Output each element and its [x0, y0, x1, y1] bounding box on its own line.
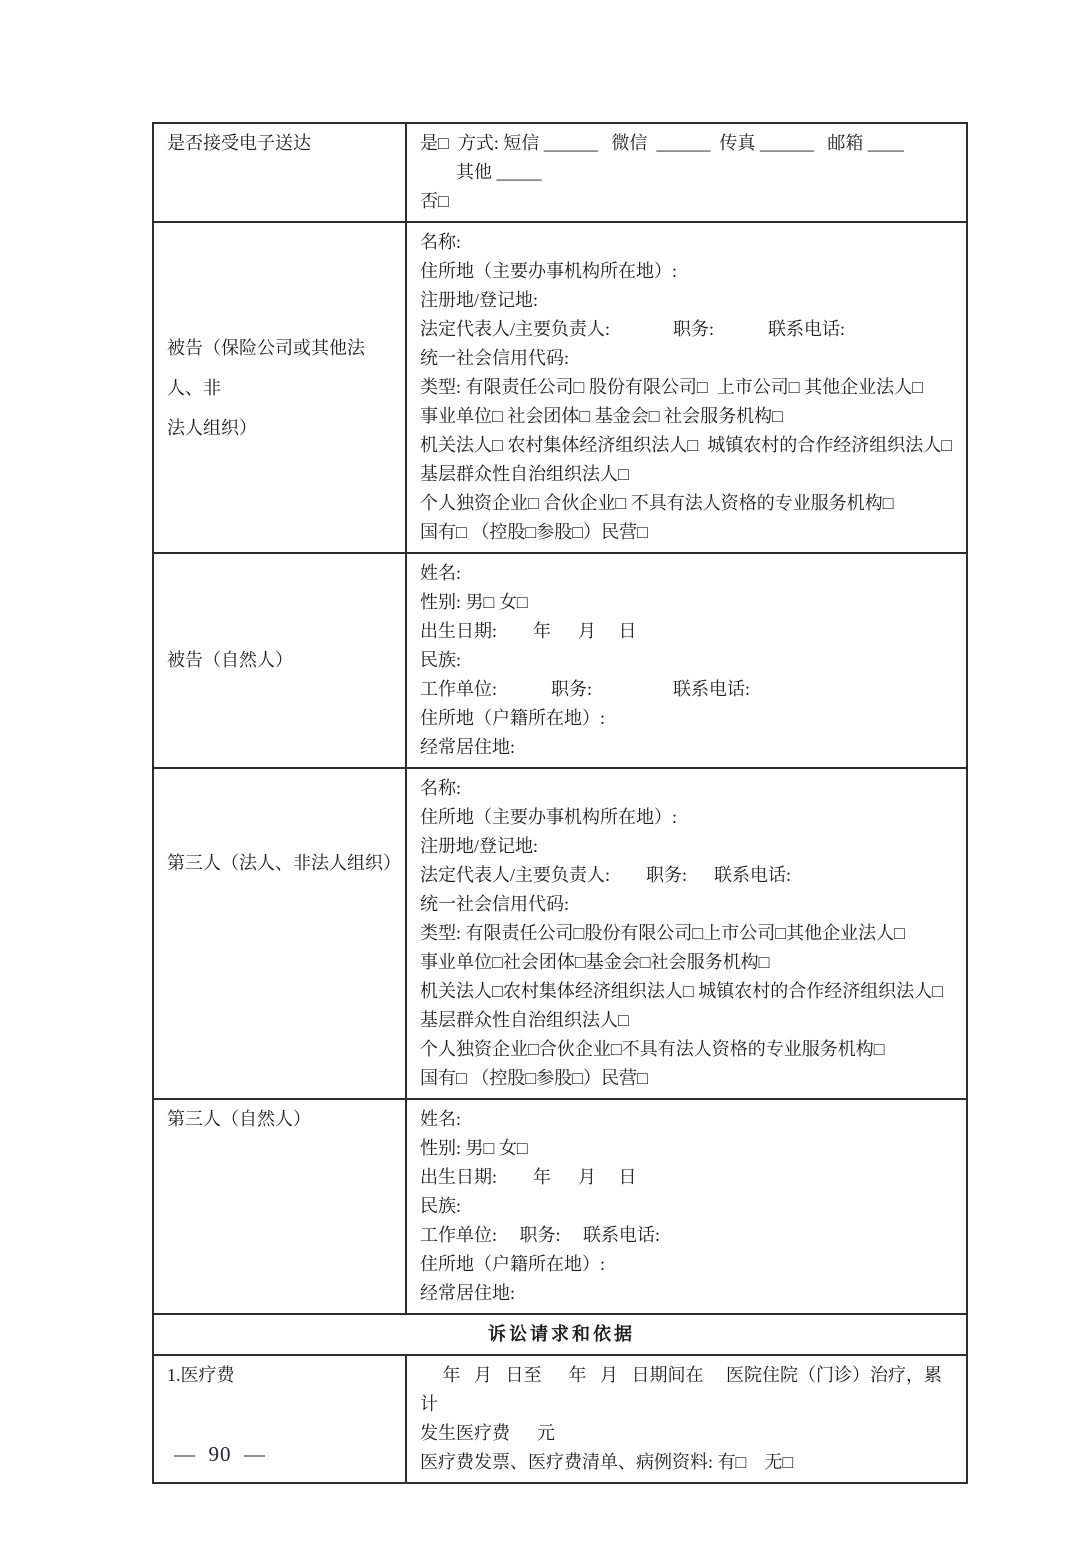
field-line: 事业单位□ 社会团体□ 基金会□ 社会服务机构□	[420, 406, 783, 426]
form-row-electronic-service	[153, 123, 967, 222]
row-label-cell	[153, 553, 406, 768]
row-content-cell	[406, 1355, 967, 1483]
field-line: 名称:	[420, 232, 462, 252]
form-row-medical-expenses	[153, 1355, 967, 1483]
row-label: 法人组织）	[167, 417, 257, 438]
field-line: 出生日期: 年 月 日	[420, 1167, 637, 1187]
field-line: 统一社会信用代码:	[420, 894, 570, 914]
row-content-cell	[406, 1099, 967, 1314]
field-line: 个人独资企业□ 合伙企业□ 不具有法人资格的专业服务机构□	[420, 493, 894, 513]
field-line: 类型: 有限责任公司□ 股份有限公司□ 上市公司□ 其他企业法人□	[420, 377, 923, 397]
row-content-cell	[406, 123, 967, 222]
form-row-defendant-legal-person	[153, 222, 967, 553]
field-line: 民族:	[420, 1196, 462, 1216]
page-number: — 90 —	[174, 1442, 266, 1466]
field-line: 姓名:	[420, 1109, 462, 1129]
field-line: 机关法人□农村集体经济组织法人□ 城镇农村的合作经济组织法人□基层群众性自治组织法人□	[420, 981, 944, 1030]
form-row-section-header	[153, 1314, 967, 1355]
row-label-cell	[153, 1099, 406, 1314]
row-label: 被告（自然人）	[167, 650, 293, 670]
field-line: 机关法人□ 农村集体经济组织法人□ 城镇农村的合作经济组织法人□ 基层群众性自治组织法人□	[420, 435, 957, 484]
field-line: 性别: 男□ 女□	[420, 592, 528, 612]
row-label-cell	[153, 222, 406, 553]
field-line: 年 月 日至 年 月 日期间在 医院住院（门诊）治疗，累计	[420, 1365, 942, 1414]
field-line: 国有□ （控股□参股□）民营□	[420, 522, 648, 542]
field-line: 其他 _____	[420, 162, 542, 182]
row-label: 第三人（自然人）	[167, 1109, 311, 1129]
form-row-third-party-legal-person	[153, 768, 967, 1099]
field-line: 注册地/登记地:	[420, 290, 539, 310]
row-label: 第三人（法人、非法人组织）	[167, 853, 401, 873]
field-line: 医疗费发票、医疗费清单、病例资料: 有□ 无□	[420, 1452, 794, 1472]
row-content-cell	[406, 768, 967, 1099]
field-line: 住所地（户籍所在地）:	[420, 1254, 605, 1274]
field-line: 法定代表人/主要负责人: 职务: 联系电话:	[420, 865, 792, 885]
form-row-third-party-natural-person	[153, 1099, 967, 1314]
row-label-cell	[153, 123, 406, 222]
field-line: 注册地/登记地:	[420, 836, 539, 856]
field-line: 民族:	[420, 650, 462, 670]
row-content-cell	[406, 222, 967, 553]
form-table	[152, 122, 968, 1484]
row-content-cell	[406, 553, 967, 768]
field-line: 否□	[420, 191, 449, 211]
field-line: 法定代表人/主要负责人: 职务: 联系电话:	[420, 319, 846, 339]
field-line: 经常居住地:	[420, 1283, 516, 1303]
row-label: 1.医疗费	[167, 1365, 235, 1385]
field-line: 出生日期: 年 月 日	[420, 621, 637, 641]
field-line: 工作单位: 职务: 联系电话:	[420, 1225, 661, 1245]
field-line: 统一社会信用代码:	[420, 348, 570, 368]
field-line: 工作单位: 职务: 联系电话:	[420, 679, 751, 699]
row-label: 是否接受电子送达	[167, 133, 311, 153]
field-line: 类型: 有限责任公司□股份有限公司□上市公司□其他企业法人□	[420, 923, 905, 943]
row-label: 被告（保险公司或其他法人、非	[167, 337, 365, 398]
form-row-defendant-natural-person	[153, 553, 967, 768]
field-line: 国有□ （控股□参股□）民营□	[420, 1068, 648, 1088]
field-line: 发生医疗费 元	[420, 1423, 555, 1443]
field-line: 事业单位□社会团体□基金会□社会服务机构□	[420, 952, 770, 972]
field-line: 姓名:	[420, 563, 462, 583]
section-header: 诉讼请求和依据	[153, 1314, 967, 1355]
field-line: 名称:	[420, 778, 462, 798]
field-line: 个人独资企业□合伙企业□不具有法人资格的专业服务机构□	[420, 1039, 885, 1059]
field-line: 住所地（户籍所在地）:	[420, 708, 605, 728]
field-line: 住所地（主要办事机构所在地）:	[420, 261, 677, 281]
field-line: 是□ 方式: 短信 ______ 微信 ______ 传真 ______ 邮箱 ____	[420, 133, 904, 153]
row-label-cell	[153, 768, 406, 1099]
field-line: 性别: 男□ 女□	[420, 1138, 528, 1158]
field-line: 经常居住地:	[420, 737, 516, 757]
field-line: 住所地（主要办事机构所在地）:	[420, 807, 677, 827]
